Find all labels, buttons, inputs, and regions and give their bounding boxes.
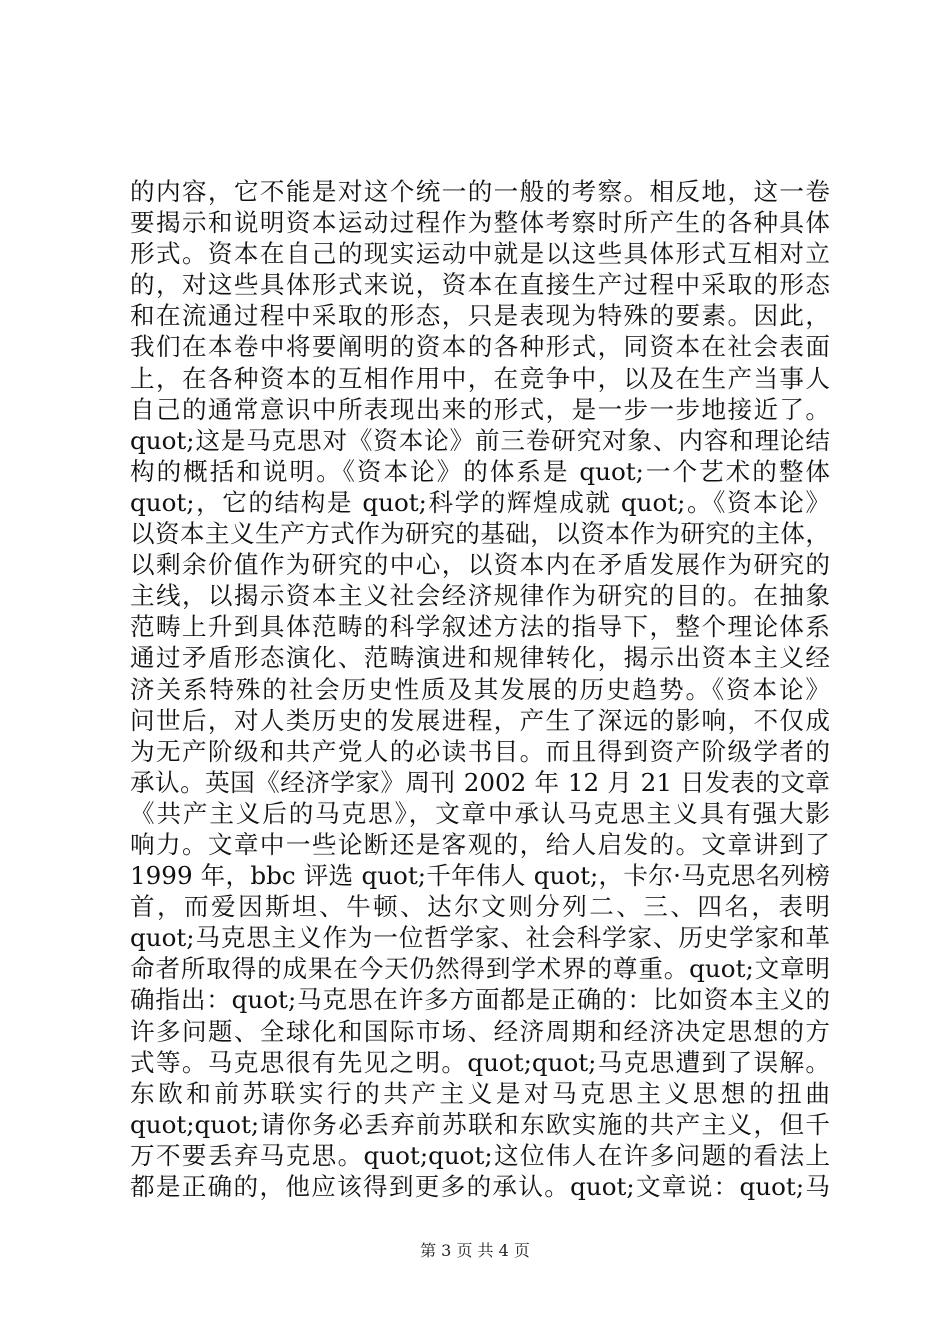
text-line: 通过矛盾形态演化、范畴演进和规律转化，揭示出资本主义经 (130, 643, 830, 673)
text-line: 主线，以揭示资本主义社会经济规律作为研究的目的。在抽象 (130, 581, 830, 611)
text-line: 范畴上升到具体范畴的科学叙述方法的指导下，整个理论体系 (130, 612, 830, 642)
text-line: 响力。文章中一些论断还是客观的，给人启发的。文章讲到了 (130, 829, 830, 859)
text-line: 承认。英国《经济学家》周刊 2002 年 12 月 21 日发表的文章 (130, 767, 830, 797)
text-line: 上，在各种资本的互相作用中，在竞争中，以及在生产当事人 (130, 363, 830, 393)
text-line: 问世后，对人类历史的发展进程，产生了深远的影响，不仅成 (130, 705, 830, 735)
text-line: 命者所取得的成果在今天仍然得到学术界的尊重。quot;文章明 (130, 954, 830, 984)
text-line: quot;，它的结构是 quot;科学的辉煌成就 quot;。《资本论》 (130, 487, 830, 517)
page-footer: 第 3 页 共 4 页 (420, 1241, 530, 1260)
text-line: quot;马克思主义作为一位哲学家、社会科学家、历史学家和革 (130, 923, 830, 953)
text-line: 以资本主义生产方式作为研究的基础，以资本作为研究的主体， (130, 519, 830, 549)
text-line: 式等。马克思很有先见之明。quot;quot;马克思遭到了误解。 (130, 1047, 830, 1077)
text-line: quot;这是马克思对《资本论》前三卷研究对象、内容和理论结 (130, 425, 830, 455)
text-line: 万不要丢弃马克思。quot;quot;这位伟人在许多问题的看法上 (130, 1140, 830, 1170)
text-line: 和在流通过程中采取的形态，只是表现为特殊的要素。因此， (130, 301, 830, 331)
text-line: 的内容，它不能是对这个统一的一般的考察。相反地，这一卷 (130, 177, 830, 206)
text-line: 我们在本卷中将要阐明的资本的各种形式，同资本在社会表面 (130, 332, 830, 362)
text-line: 为无产阶级和共产党人的必读书目。而且得到资产阶级学者的 (130, 736, 830, 766)
text-line: 要揭示和说明资本运动过程作为整体考察时所产生的各种具体 (130, 208, 830, 238)
text-line: 确指出：quot;马克思在许多方面都是正确的：比如资本主义的 (130, 985, 830, 1015)
text-line: 许多问题、全球化和国际市场、经济周期和经济决定思想的方 (130, 1016, 830, 1046)
text-line: 形式。资本在自己的现实运动中就是以这些具体形式互相对立 (130, 239, 830, 269)
text-line: 《共产主义后的马克思》，文章中承认马克思主义具有强大影 (130, 798, 830, 828)
text-line: 东欧和前苏联实行的共产主义是对马克思主义思想的扭曲 (130, 1078, 830, 1108)
body-text (130, 176, 830, 1202)
text-line: 首，而爱因斯坦、牛顿、达尔文则分列二、三、四名，表明 (130, 892, 830, 922)
text-line: 济关系特殊的社会历史性质及其发展的历史趋势。《资本论》 (130, 674, 830, 704)
text-line: 构的概括和说明。《资本论》的体系是 quot;一个艺术的整体 (130, 456, 830, 486)
text-line: 自己的通常意识中所表现出来的形式，是一步一步地接近了。 (130, 394, 830, 424)
text-line: 都是正确的，他应该得到更多的承认。quot;文章说：quot;马 (130, 1172, 830, 1201)
text-line: quot;quot;请你务必丢弃前苏联和东欧实施的共产主义，但千 (130, 1109, 830, 1139)
text-line: 以剩余价值作为研究的中心，以资本内在矛盾发展作为研究的 (130, 550, 830, 580)
text-line: 1999 年，bbc 评选 quot;千年伟人 quot;，卡尔·马克思名列榜 (130, 861, 830, 891)
text-line: 的，对这些具体形式来说，资本在直接生产过程中采取的形态 (130, 270, 830, 300)
